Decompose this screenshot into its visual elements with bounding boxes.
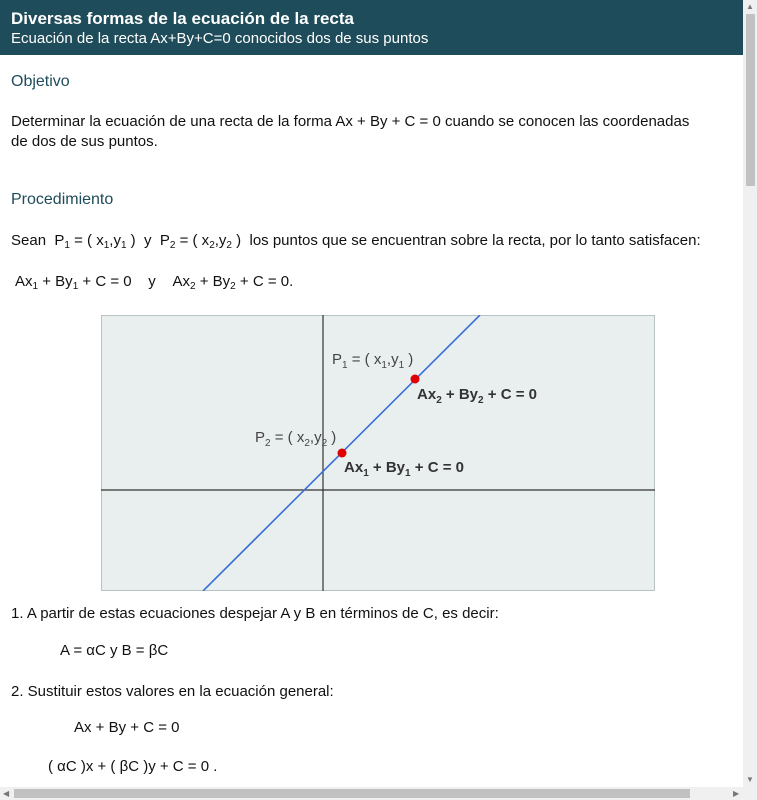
- point-p1: [411, 375, 420, 384]
- page-subtitle: Ecuación de la recta Ax+By+C=0 conocidos dos de sus puntos: [11, 30, 429, 47]
- main-content: [0, 55, 743, 787]
- vertical-scrollbar-thumb[interactable]: [746, 14, 755, 186]
- p1-label: $P_1$ = ( $x_1,y_1$ ): [332, 351, 414, 371]
- procedimiento-heading: Procedimiento: [11, 191, 114, 208]
- eq1-label: $Ax_1 + By_1 + C = 0$: [344, 459, 464, 479]
- scroll-down-arrow-icon[interactable]: ▼: [746, 775, 754, 784]
- eq-y-conj: y: [148, 273, 156, 290]
- step-2-text: 2. Sustituir estos valores en la ecuación general:: [11, 683, 334, 700]
- objetivo-line-2: de dos de sus puntos.: [11, 133, 158, 150]
- scroll-up-arrow-icon[interactable]: ▲: [746, 2, 754, 11]
- point-equations: $Ax_1 + By_1 + C = 0$ y $Ax_2 + By_2 + C = 0$.: [15, 273, 294, 292]
- horizontal-scrollbar-thumb[interactable]: [14, 789, 690, 798]
- objetivo-heading: Objetivo: [11, 73, 70, 90]
- page-header: [0, 0, 743, 55]
- step-2-equation-substituted: ( αC )x + ( βC )y + C = 0 .: [48, 758, 218, 775]
- step-1-equation: A = αC y B = βC: [60, 642, 169, 659]
- page-title: Diversas formas de la ecuación de la recta: [11, 9, 355, 28]
- y-conjunction: y: [144, 232, 152, 249]
- step-1-text: 1. A partir de estas ecuaciones despejar A y B en términos de C, es decir:: [11, 605, 499, 622]
- scroll-left-arrow-icon[interactable]: ◀: [3, 789, 10, 798]
- line-graph: [101, 315, 655, 591]
- sean-word: Sean: [11, 232, 47, 249]
- objetivo-line-1: Determinar la ecuación de una recta de la forma Ax + By + C = 0 cuando se conocen las coordenadas: [11, 113, 690, 130]
- p2-label: $P_2$ = ( $x_2,y_2$ ): [255, 429, 337, 449]
- eq2-label: $Ax_2 + By_2 + C = 0$: [417, 386, 537, 406]
- scroll-right-arrow-icon[interactable]: ▶: [733, 789, 740, 798]
- step-2-equation: Ax + By + C = 0: [74, 719, 180, 736]
- sean-tail: los puntos que se encuentran sobre la recta, por lo tanto satisfacen:: [245, 232, 701, 249]
- sean-sentence: Sean $P_1$ = ( $x_1,y_1$ ) y $P_2$ = ( $x_2,y_2$ ) los puntos que se encuentran sobre la recta, por lo tanto satisfacen:: [11, 232, 701, 251]
- point-p2: [338, 449, 347, 458]
